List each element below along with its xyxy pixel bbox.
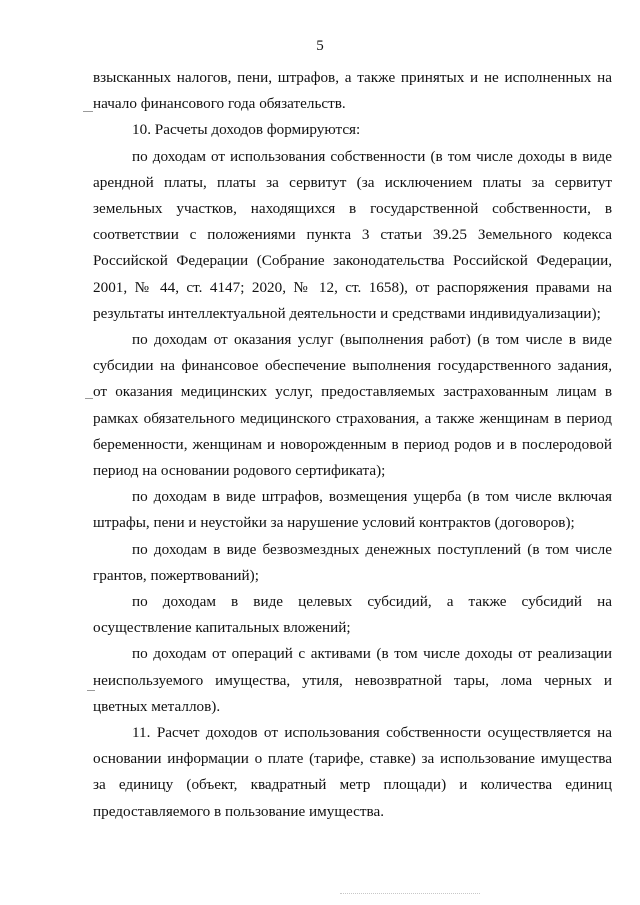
paragraph-fines-income: по доходам в виде штрафов, возмещения ущерба (в том числе включая штрафы, пени и неустойки за нарушение условий контрактов (договоров); bbox=[93, 488, 612, 532]
paragraph-services-income: по доходам от оказания услуг (выполнения работ) (в том числе в виде субсидии на финансовое обеспечение выполнения государственного задания, от оказания медицинских услуг, предоставляемых застрахованным лицам в рамках обязательного медицинского страхования, а также женщинам в период беременности, женщинам и новорожденным в период родов и в послеродовой период на основании родового сертификата); bbox=[93, 331, 612, 480]
scan-margin-mark bbox=[87, 690, 95, 691]
scan-margin-mark bbox=[83, 111, 93, 112]
scan-edge-artifact bbox=[340, 893, 480, 895]
scan-margin-mark bbox=[85, 398, 93, 399]
paragraph-item-10-heading: 10. Расчеты доходов формируются: bbox=[132, 121, 361, 139]
paragraph-item-11: 11. Расчет доходов от использования собственности осуществляется на основании информации о плате (тарифе, ставке) за использование имущества за единицу (объект, квадратный метр площади) и количества единиц предоставляемого в пользование имущества. bbox=[93, 724, 612, 820]
page-number: 5 bbox=[316, 38, 324, 54]
paragraph-asset-operations-income: по доходам от операций с активами (в том числе доходы от реализации неиспользуемого имущества, утиля, невозвратной тары, лома черных и цветных металлов). bbox=[93, 645, 612, 715]
document-body bbox=[93, 65, 612, 825]
paragraph-subsidies-income: по доходам в виде целевых субсидий, а также субсидий на осуществление капитальных вложений; bbox=[93, 593, 612, 637]
paragraph-property-income: по доходам от использования собственности (в том числе доходы в виде арендной платы, платы за сервитут (за исключением платы за сервитут земельных участков, находящихся в государственной собственности, в соответствии с положениями пункта 3 статьи 39.25 Земельного кодекса Российской Федерации (Собрание законодательства Российской Федерации, 2001, № 44, ст. 4147; 2020, № 12, ст. 1658), от распоряжения правами на результаты интеллектуальной деятельности и средствами индивидуализации); bbox=[93, 147, 612, 322]
paragraph-grants-income: по доходам в виде безвозмездных денежных поступлений (в том числе грантов, пожертвований); bbox=[93, 540, 612, 584]
paragraph-continuation: взысканных налогов, пени, штрафов, а также принятых и не исполненных на начало финансового года обязательств. bbox=[93, 69, 612, 113]
